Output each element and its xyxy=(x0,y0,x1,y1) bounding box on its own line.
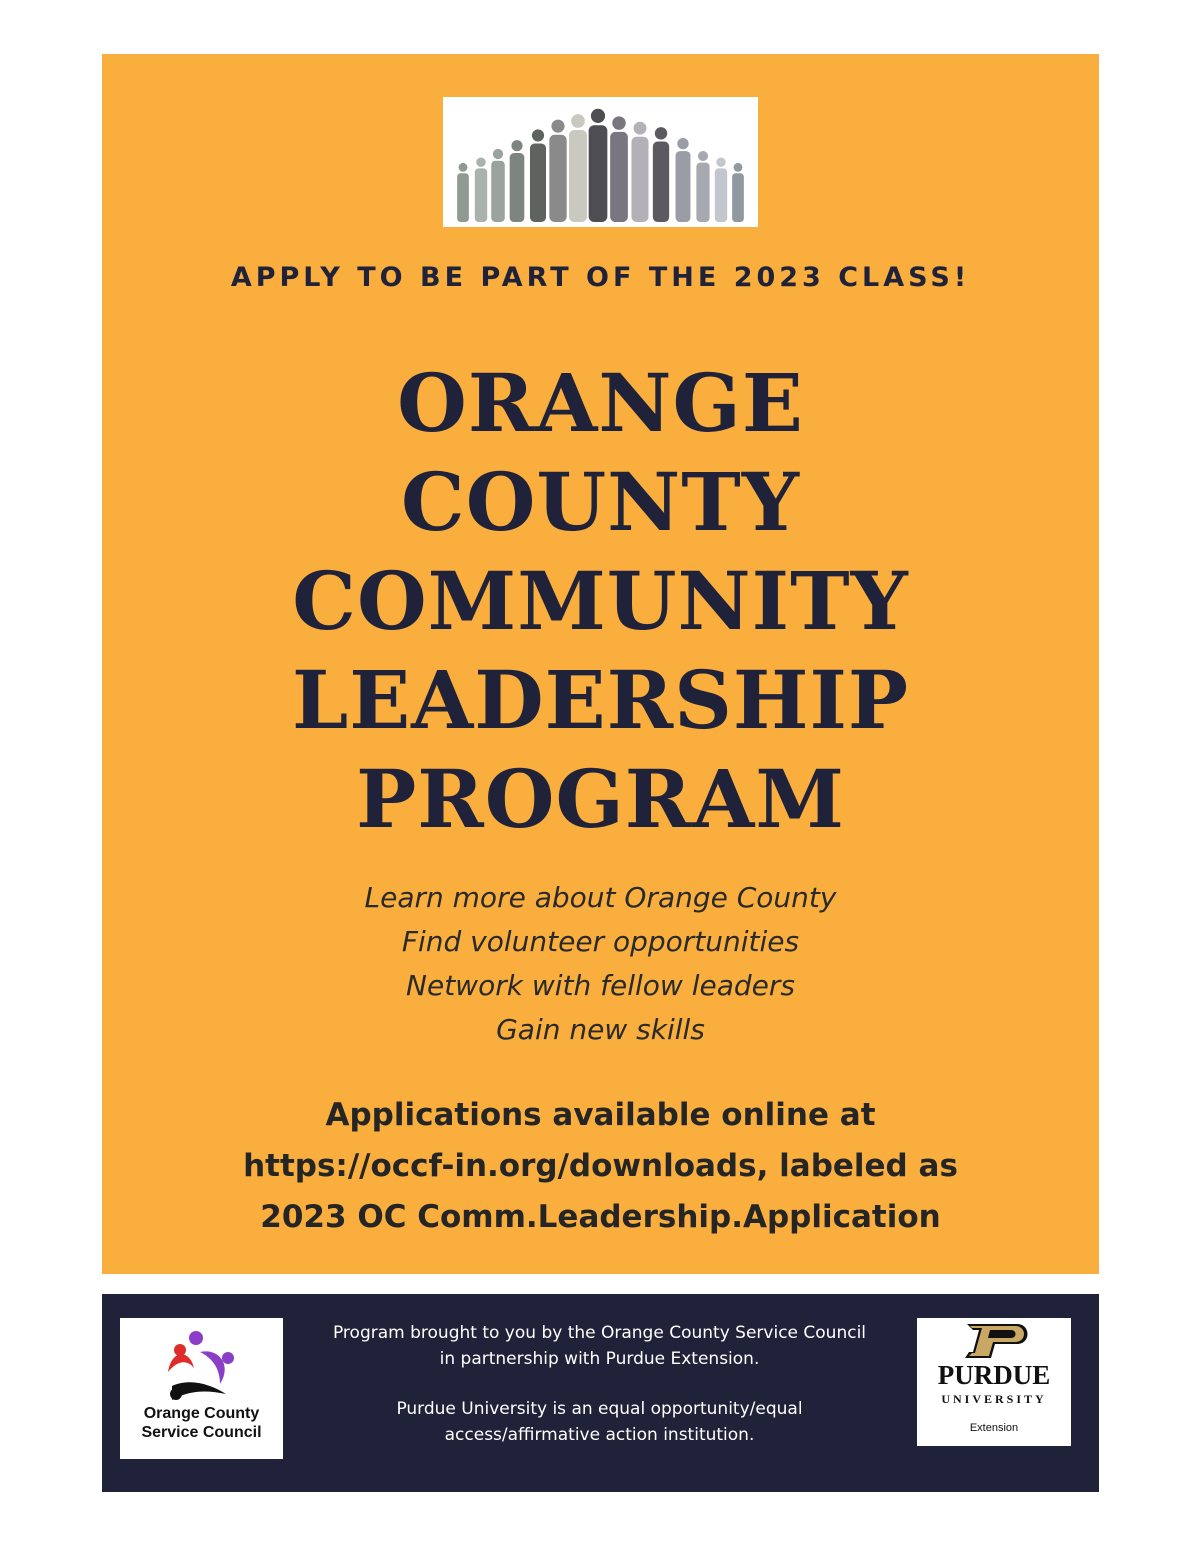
title-line: ORANGE xyxy=(397,356,804,450)
footer-line: access/affirmative action institution. xyxy=(444,1425,755,1445)
benefit-item: Network with fellow leaders xyxy=(406,969,795,1002)
ocsc-logo-icon xyxy=(150,1328,250,1408)
title-line: LEADERSHIP xyxy=(291,653,910,747)
purdue-logo xyxy=(917,1318,1071,1446)
title-line: COMMUNITY xyxy=(292,554,909,648)
apply-link[interactable]: https://occf-in.org/downloads, labeled as xyxy=(243,1148,958,1184)
ocsc-logo-text: Service Council xyxy=(141,1424,262,1441)
footer-line: in partnership with Purdue Extension. xyxy=(439,1349,760,1369)
poster-panel xyxy=(102,54,1099,1274)
purdue-p-icon xyxy=(957,1322,1033,1360)
benefit-item: Gain new skills xyxy=(496,1013,705,1046)
footer-line: Purdue University is an equal opportunity/equal xyxy=(396,1399,803,1419)
title-line: COUNTY xyxy=(401,455,800,549)
apply-line: Applications available online at xyxy=(325,1097,876,1133)
application-info xyxy=(102,1090,1099,1243)
purdue-logo-name: PURDUE xyxy=(937,1360,1051,1390)
ocsc-logo xyxy=(120,1318,283,1459)
people-silhouettes-icon xyxy=(443,97,758,227)
ocsc-logo-text: Orange County xyxy=(143,1405,260,1422)
footer-bar xyxy=(102,1294,1099,1492)
footer-text xyxy=(292,1320,907,1448)
benefit-item: Find volunteer opportunities xyxy=(401,925,800,958)
purdue-logo-extension: Extension xyxy=(969,1422,1019,1434)
benefits-list xyxy=(102,876,1099,1052)
purdue-logo-university: UNIVERSITY xyxy=(941,1392,1047,1406)
benefit-item: Learn more about Orange County xyxy=(364,881,837,914)
apply-line: 2023 OC Comm.Leadership.Application xyxy=(260,1199,941,1235)
title-line: PROGRAM xyxy=(356,752,845,846)
footer-line: Program brought to you by the Orange County Service Council xyxy=(332,1323,867,1343)
kicker-text: APPLY TO BE PART OF THE 2023 CLASS! xyxy=(230,262,971,293)
page-title xyxy=(102,354,1099,849)
